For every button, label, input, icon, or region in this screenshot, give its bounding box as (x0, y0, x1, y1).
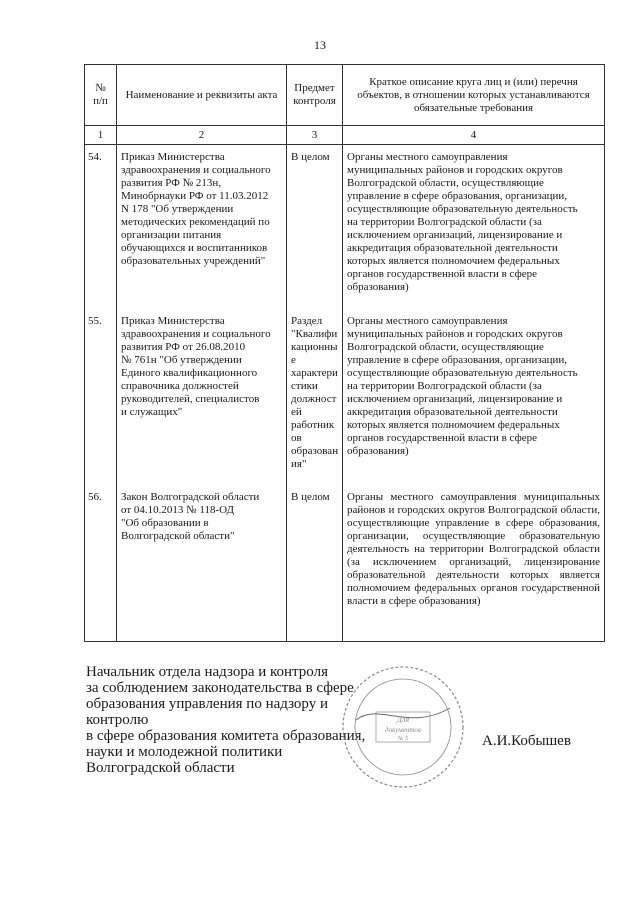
column-number-3: 3 (287, 126, 343, 145)
act-name: Закон Волгоградской области от 04.10.2013 № 118-ОД "Об образовании в Волгоградской области" (117, 487, 287, 642)
column-number-row (85, 126, 605, 145)
description: Органы местного самоуправления муниципальных районов и городских округов Волгоградской области, осуществляющие управление в сфере образования, организации, осуществляющие образовательную деятельность на территории Волгоградской области (за исключением организаций, лицензирование и аккредитация образовательной деятельности которых является полномочием федеральных органов государственной власти в сфере образования) (343, 145, 605, 314)
signatory-name: А.И.Кобышев (482, 733, 571, 749)
column-number-1: 1 (85, 126, 117, 145)
header-act-name: Наименование и реквизиты акта (117, 65, 287, 126)
row-number: 55. (85, 313, 117, 487)
stamp-text-line-1: Для (396, 715, 410, 724)
control-subject: В целом (287, 145, 343, 314)
table-row (85, 313, 605, 487)
table-row (85, 145, 605, 314)
control-subject: В целом (287, 487, 343, 642)
header-control-subject: Предмет контроля (287, 65, 343, 126)
act-name: Приказ Министерства здравоохранения и социального развития РФ от 26.08.2010 № 761н "Об утверждении Единого квалификационного справочника должностей руководителей, специалистов и служащих" (117, 313, 287, 487)
column-number-2: 2 (117, 126, 287, 145)
description: Органы местного самоуправления муниципальных районов и городских округов Волгоградской области, осуществляющие управление в сфере образования, организации, осуществляющие образовательную деятельность на территории Волгоградской области (за исключением организаций, лицензирование образовательной деятельности которых является полномочием федеральных органов государственной власти в сфере образования) (343, 487, 605, 642)
description: Органы местного самоуправления муниципальных районов и городских округов Волгоградской области, осуществляющие управление в сфере образования, организации, осуществляющие образовательную деятельность на территории Волгоградской области (за исключением организаций, лицензирование и аккредитация образовательной деятельности которых является полномочием федеральных органов государственной власти в сфере образования) (343, 313, 605, 487)
page-number: 13 (314, 38, 326, 52)
table-header-row (85, 65, 605, 126)
stamp-text-line-2: документов (385, 726, 421, 734)
row-number: 54. (85, 145, 117, 314)
control-subject: Раздел "Квалифи кационны е характери стики должност ей работник ов образован ия" (287, 313, 343, 487)
column-number-4: 4 (343, 126, 605, 145)
signatory-position: Начальник отдела надзора и контроля за соблюдением законодательства в сфере образования управления по надзору и контролю в сфере образования комитета образования, науки и молодежной политики Волгоградской области (86, 664, 366, 776)
row-number: 56. (85, 487, 117, 642)
act-name: Приказ Министерства здравоохранения и социального развития РФ № 213н, Минобрнауки РФ от 11.03.2012 N 178 "Об утверждении методических рекомендаций по организации питания обучающихся и воспитанников образовательных учреждений" (117, 145, 287, 314)
official-stamp (338, 662, 468, 792)
header-description: Краткое описание круга лиц и (или) перечня объектов, в отношении которых устанавливаются обязательные требования (343, 65, 605, 126)
table-row (85, 487, 605, 642)
acts-table (84, 64, 605, 642)
stamp-text-line-3: № 5 (397, 736, 409, 742)
header-number: № п/п (85, 65, 117, 126)
